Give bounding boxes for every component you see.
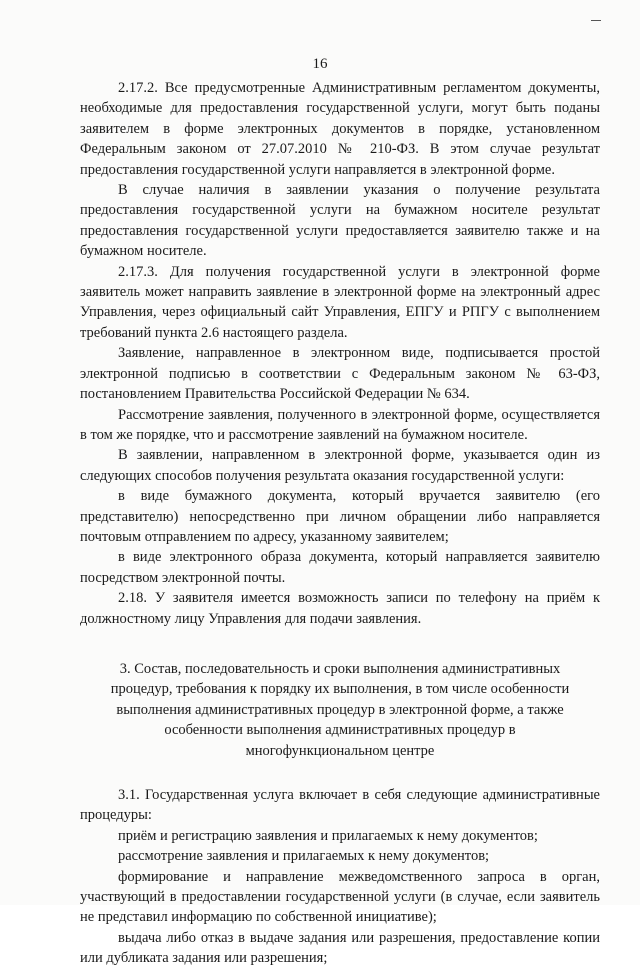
document-body [80, 78, 600, 969]
paragraph-2-17-2: 2.17.2. Все предусмотренные Административным регламентом документы, необходимые для предоставления государственной услуги, могут быть поданы заявителем в форме электронных документов в порядке, установленном Федеральным законом от 27.07.2010 № 210-ФЗ. В этом случае результат предоставления государственной услуги направляется в электронной форме. [80, 80, 600, 178]
paragraph-methods: В заявлении, направленном в электронной форме, указывается один из следующих способов получения результата оказания государственной услуги: [80, 447, 600, 484]
list-item-procedure-1: приём и регистрацию заявления и прилагаемых к нему документов; [118, 827, 538, 844]
list-item-method-electronic: в виде электронного образа документа, который направляется заявителю посредством электронной почты. [80, 549, 600, 586]
paragraph-2-17-3: 2.17.3. Для получения государственной услуги в электронной форме заявитель может направить заявление в электронной форме на электронный адрес Управления, через официальный сайт Управления, ЕПГУ и РПГУ с выполнением требований пункта 2.6 настоящего раздела. [80, 263, 600, 341]
section-3-heading-text: 3. Состав, последовательность и сроки выполнения административных процедур, требования к порядку их выполнения, в том числе особенности выполнения административных процедур в электронной форме, а также особенности выполнения административных процедур в многофункциональном центре [110, 660, 570, 759]
list-item-procedure-2: рассмотрение заявления и прилагаемых к нему документов; [118, 848, 490, 865]
list-item-method-paper: в виде бумажного документа, который вручается заявителю (его представителю) непосредственно при личном обращении либо направляется почтовым отправлением по адресу, указанному заявителем; [80, 488, 600, 545]
section-3-heading [80, 659, 600, 761]
page-number: 16 [312, 56, 328, 72]
paragraph-paper-result: В случае наличия в заявлении указания о получение результата предоставления государственной услуги на бумажном носителе результат предоставления государственной услуги предоставляется заявителю также и на бумажном носителе. [80, 182, 600, 260]
list-item-procedure-3: формирование и направление межведомственного запроса в орган, участвующий в предоставлении государственной услуги (в случае, если заявитель не представил информацию по собственной инициативе); [80, 868, 600, 926]
list-item-procedure-4: выдача либо отказ в выдаче задания или разрешения, предоставление копии или дубликата задания или разрешения; [80, 929, 600, 967]
paragraph-3-1: 3.1. Государственная услуга включает в себя следующие административные процедуры: [80, 787, 600, 824]
scan-mark [591, 20, 601, 21]
paragraph-review: Рассмотрение заявления, полученного в электронной форме, осуществляется в том же порядке, что и рассмотрение заявлений на бумажном носителе. [80, 406, 600, 443]
paragraph-signature: Заявление, направленное в электронном виде, подписывается простой электронной подписью в соответствии с Федеральным законом № 63-ФЗ, постановлением Правительства Российской Федерации № 634. [80, 345, 600, 403]
paragraph-2-18: 2.18. У заявителя имеется возможность записи по телефону на приём к должностному лицу Управления для подачи заявления. [80, 590, 600, 627]
